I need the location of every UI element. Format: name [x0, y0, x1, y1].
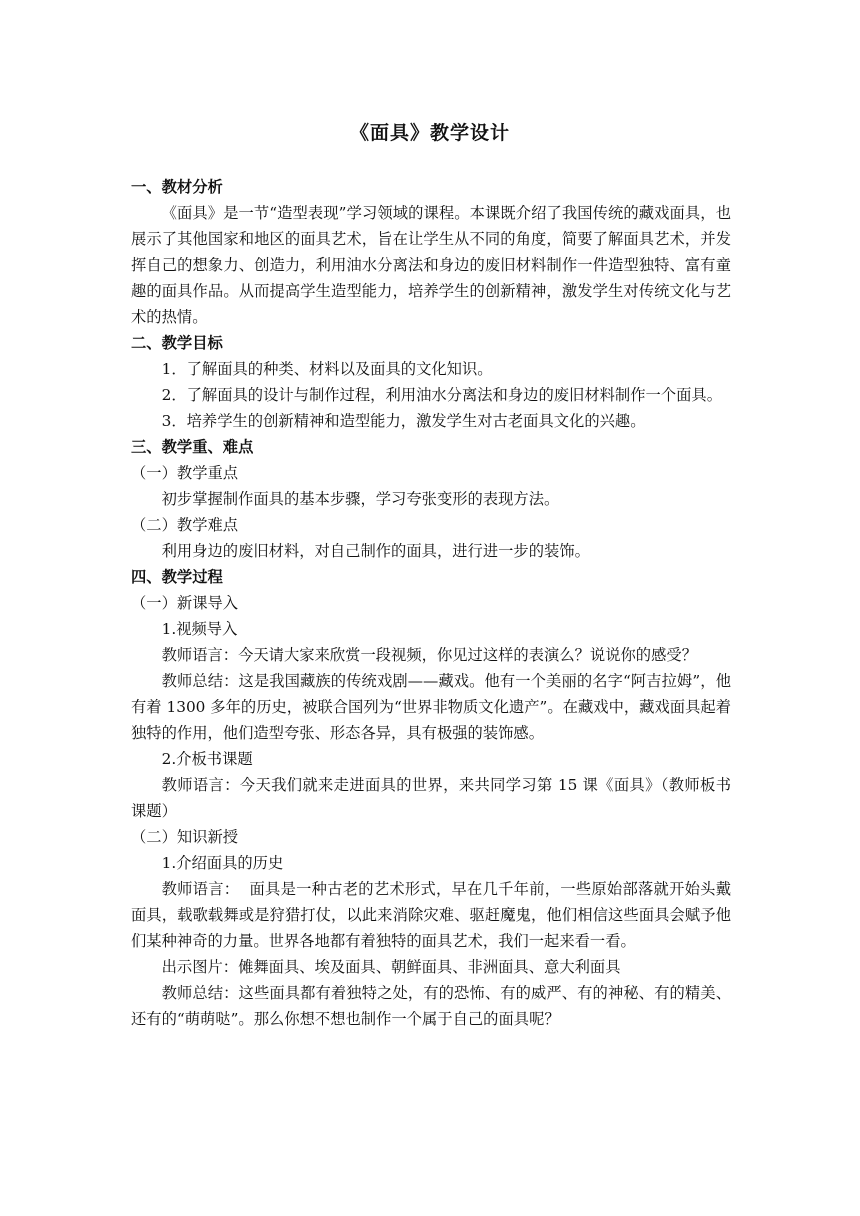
- subheading-intro: （一）新课导入: [131, 594, 239, 612]
- paragraph: 出示图片：傩舞面具、埃及面具、朝鲜面具、非洲面具、意大利面具: [161, 958, 621, 976]
- document-body: [131, 174, 731, 1032]
- paragraph: 利用身边的废旧材料，对自己制作的面具，进行进一步的装饰。: [161, 542, 590, 560]
- subheading-focus: （一）教学重点: [131, 464, 239, 482]
- paragraph: 初步掌握制作面具的基本步骤，学习夸张变形的表现方法。: [161, 490, 560, 508]
- paragraph: 教师总结：这些面具都有着独特之处，有的恐怖、有的威严、有的神秘、有的精美、还有的“萌萌哒”。那么你想不想也制作一个属于自己的面具呢？: [131, 984, 731, 1028]
- document-title: 《面具》教学设计: [349, 122, 510, 144]
- subheading-difficulty: （二）教学难点: [131, 516, 239, 534]
- step-label: 1.介绍面具的历史: [161, 854, 284, 872]
- paragraph: 教师总结：这是我国藏族的传统戏剧——藏戏。他有一个美丽的名字“阿吉拉姆”，他有着 1300 多年的历史，被联合国列为“世界非物质文化遗产”。在藏戏中，藏戏面具起着独特的作用，他们造型夸张、形态各异，具有极强的装饰感。: [131, 672, 731, 742]
- paragraph: 《面具》是一节“造型表现”学习领域的课程。本课既介绍了我国传统的藏戏面具，也展示了其他国家和地区的面具艺术，旨在让学生从不同的角度，简要了解面具艺术，并发挥自己的想象力、创造力，利用油水分离法和身边的废旧材料制作一件造型独特、富有童趣的面具作品。从而提高学生造型能力，培养学生的创新精神，激发学生对传统文化与艺术的热情。: [131, 204, 731, 326]
- step-label: 1.视频导入: [161, 620, 238, 638]
- step-label: 2.介板书课题: [161, 750, 253, 768]
- subheading-new-knowledge: （二）知识新授: [131, 828, 239, 846]
- goal-item-2: 2．了解面具的设计与制作过程，利用油水分离法和身边的废旧材料制作一个面具。: [161, 386, 723, 404]
- section-heading-goals: 二、教学目标: [131, 334, 223, 352]
- goal-item-3: 3．培养学生的创新精神和造型能力，激发学生对古老面具文化的兴趣。: [161, 412, 646, 430]
- paragraph: 教师语言： 面具是一种古老的艺术形式，早在几千年前，一些原始部落就开始头戴面具，载歌载舞或是狩猎打仗，以此来消除灾难、驱赶魔鬼，他们相信这些面具会赋予他们某种神奇的力量。世界各地都有着独特的面具艺术，我们一起来看一看。: [131, 880, 731, 950]
- section-heading-keypoints: 三、教学重、难点: [131, 438, 254, 456]
- paragraph: 教师语言：今天请大家来欣赏一段视频，你见过这样的表演么？说说你的感受？: [161, 646, 697, 664]
- section-heading-analysis: 一、教材分析: [131, 178, 223, 196]
- section-heading-process: 四、教学过程: [131, 568, 223, 586]
- goal-item-1: 1．了解面具的种类、材料以及面具的文化知识。: [161, 360, 493, 378]
- paragraph: 教师语言：今天我们就来走进面具的世界，来共同学习第 15 课《面具》（教师板书课题）: [131, 776, 731, 820]
